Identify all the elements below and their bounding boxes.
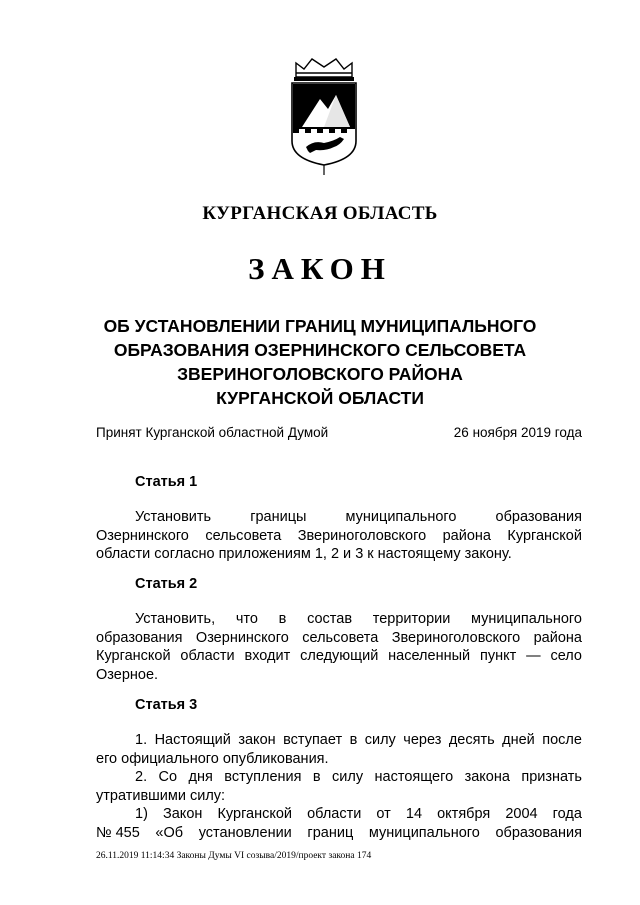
word: года bbox=[552, 806, 582, 822]
word: области bbox=[180, 648, 235, 664]
word: дней bbox=[502, 732, 535, 748]
text-line bbox=[96, 750, 582, 769]
word: вступления bbox=[224, 769, 302, 785]
text-line bbox=[96, 629, 582, 648]
word: пункт bbox=[479, 648, 517, 664]
word: муниципального bbox=[345, 509, 457, 525]
word: 2004 bbox=[505, 806, 538, 822]
document-type: ЗАКОН bbox=[248, 251, 392, 286]
word: Закон bbox=[162, 806, 203, 822]
coat-of-arms-icon bbox=[284, 55, 364, 177]
word: утратившими силу: bbox=[96, 787, 226, 804]
word: вступает bbox=[283, 732, 343, 748]
adoption-date: 26 ноября 2019 года bbox=[453, 425, 582, 440]
word: Курганской bbox=[217, 806, 293, 822]
word: Озернинского bbox=[96, 527, 189, 544]
word: в bbox=[312, 769, 321, 785]
word: сельсовета bbox=[302, 629, 379, 646]
word: силу bbox=[332, 769, 364, 785]
law-title bbox=[0, 314, 640, 410]
word: его официального опубликования. bbox=[96, 750, 329, 767]
word: района bbox=[442, 527, 491, 544]
word: района bbox=[533, 629, 582, 646]
word: октября bbox=[437, 806, 491, 822]
word: 14 bbox=[405, 806, 423, 822]
word: силу bbox=[364, 732, 396, 748]
footer-note: 26.11.2019 11:14:34 Законы Думы VI созыва/2019/проект закона 174 bbox=[96, 851, 372, 861]
word: области согласно приложениям 1, 2 и 3 к настоящему закону. bbox=[96, 546, 512, 562]
word: десять bbox=[448, 732, 495, 748]
word: настоящего bbox=[374, 769, 454, 785]
word: село bbox=[550, 648, 582, 664]
word: после bbox=[542, 732, 582, 748]
word: населенный bbox=[388, 648, 471, 664]
word: — bbox=[526, 648, 541, 664]
article-2-text bbox=[96, 610, 582, 684]
word: образования bbox=[495, 509, 582, 525]
article-3-heading: Статья 3 bbox=[135, 697, 198, 713]
word: Озернинского bbox=[195, 629, 289, 646]
law-title-line: КУРГАНСКОЙ ОБЛАСТИ bbox=[216, 388, 424, 408]
word: признать bbox=[521, 769, 582, 785]
law-title-line: ОБ УСТАНОВЛЕНИИ ГРАНИЦ МУНИЦИПАЛЬНОГО bbox=[103, 316, 537, 336]
word: «Об bbox=[155, 824, 184, 841]
word: муниципального bbox=[368, 824, 480, 841]
word: дня bbox=[188, 769, 213, 785]
word: образования bbox=[96, 629, 183, 646]
text-line bbox=[96, 610, 582, 629]
word: Установить, bbox=[135, 611, 216, 627]
word: 1) bbox=[135, 806, 148, 822]
article-2-heading: Статья 2 bbox=[135, 576, 198, 592]
article-1-text bbox=[96, 508, 582, 564]
word: от bbox=[376, 806, 391, 822]
word: Настоящий bbox=[154, 732, 231, 748]
word: образования bbox=[495, 824, 582, 841]
law-title-line: ОБРАЗОВАНИЯ ОЗЕРНИНСКОГО СЕЛЬСОВЕТА bbox=[113, 340, 527, 360]
word: Курганской bbox=[507, 527, 582, 544]
text-line bbox=[96, 666, 582, 685]
word: состав bbox=[307, 611, 353, 627]
text-line bbox=[96, 805, 582, 824]
adoption-info bbox=[96, 425, 582, 440]
word: Со bbox=[158, 769, 178, 785]
text-line bbox=[96, 824, 582, 843]
word: границ bbox=[307, 824, 354, 841]
text-line bbox=[96, 768, 582, 787]
adopted-by: Принят Курганской областной Думой bbox=[96, 425, 329, 440]
word: Курганской bbox=[96, 648, 171, 664]
word: установлении bbox=[198, 824, 292, 841]
word: через bbox=[403, 732, 442, 748]
word: муниципального bbox=[471, 611, 582, 627]
word: Озерное. bbox=[96, 666, 159, 683]
article-3-text bbox=[96, 731, 582, 842]
word: закона bbox=[464, 769, 510, 785]
word: области bbox=[307, 806, 362, 822]
article-1-heading: Статья 1 bbox=[135, 474, 198, 490]
word: 2. bbox=[135, 769, 148, 785]
word: территории bbox=[372, 611, 451, 627]
region-name: КУРГАНСКАЯ ОБЛАСТЬ bbox=[202, 203, 438, 224]
word: Установить bbox=[135, 509, 212, 525]
text-line bbox=[96, 508, 582, 527]
word: следующий bbox=[300, 648, 379, 664]
word: закон bbox=[238, 732, 276, 748]
text-line bbox=[96, 731, 582, 750]
word: Звериноголовского bbox=[297, 527, 427, 544]
word: 1. bbox=[135, 732, 148, 748]
word: сельсовета bbox=[205, 527, 282, 544]
word: что bbox=[235, 611, 258, 627]
word: № 455 bbox=[96, 824, 140, 841]
word: входит bbox=[244, 648, 291, 664]
text-line bbox=[96, 545, 582, 564]
word: в bbox=[278, 611, 287, 627]
word: Звериноголовского bbox=[391, 629, 521, 646]
text-line bbox=[96, 787, 582, 806]
law-title-line: ЗВЕРИНОГОЛОВСКОГО РАЙОНА bbox=[177, 364, 463, 384]
text-line bbox=[96, 527, 582, 546]
text-line bbox=[96, 647, 582, 666]
word: границы bbox=[250, 509, 307, 525]
word: в bbox=[349, 732, 358, 748]
